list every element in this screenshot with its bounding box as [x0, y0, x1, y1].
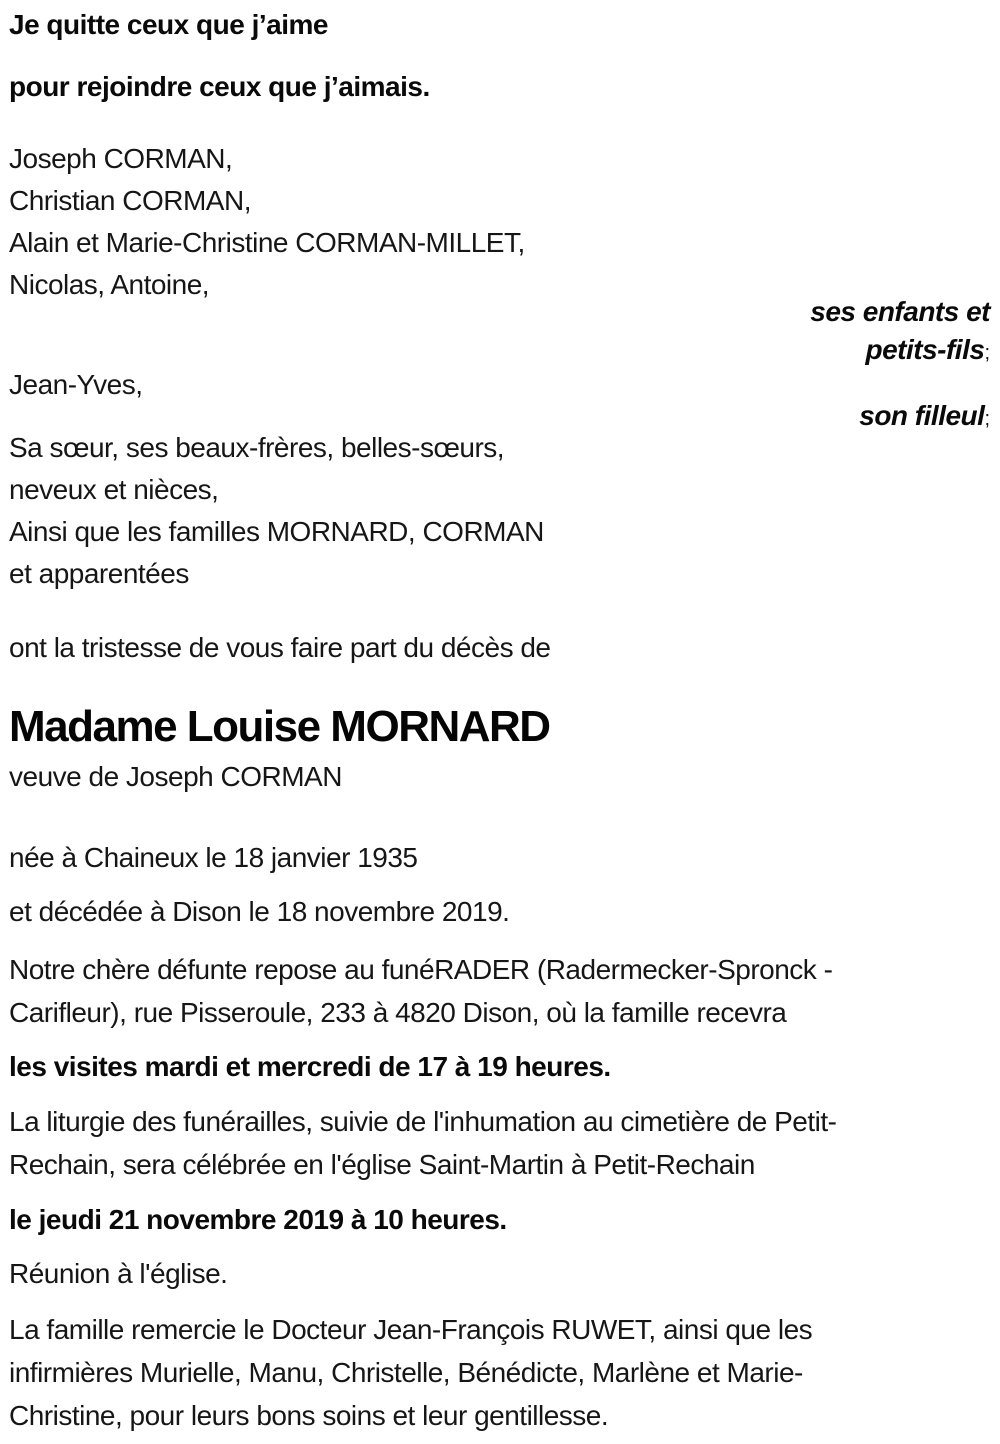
announcement-line: ont la tristesse de vous faire part du décès de [9, 632, 551, 663]
visits-line: les visites mardi et mercredi de 17 à 19 heures. [9, 1051, 611, 1082]
liturgy-paragraph: La liturgie des funérailles, suivie de l'inhumation au cimetière de Petit- Rechain, sera célébrée en l'église Saint-Martin à Petit-Rechain [9, 1106, 837, 1180]
relation-children-text: ses enfants et petits-fils [810, 296, 990, 365]
mourner-godson-name: Jean-Yves, [9, 369, 143, 400]
relation-godson-text: son filleul [859, 400, 985, 431]
epigraph-line-1: Je quitte ceux que j’aime [9, 9, 328, 40]
repose-paragraph: Notre chère défunte repose au funéRADER (Radermecker-Spronck - Carifleur), rue Pisseroule, 233 à 4820 Dison, où la famille recevra [9, 954, 833, 1028]
mourners-children-names: Joseph CORMAN, Christian CORMAN, Alain et Marie-Christine CORMAN-MILLET, Nicolas, Antoine, [9, 143, 525, 300]
deceased-name-title: Madame Louise MORNARD [9, 702, 550, 751]
relation-godson [859, 397, 990, 438]
mourners-family-names: Sa sœur, ses beaux-frères, belles-sœurs, neveux et nièces, Ainsi que les familles MORNARD, CORMAN et apparentées [9, 432, 544, 589]
death-line: et décédée à Dison le 18 novembre 2019. [9, 896, 510, 927]
epigraph-line-2: pour rejoindre ceux que j’aimais. [9, 71, 430, 102]
relation-godson-punctuation: ; [984, 408, 990, 430]
widow-line: veuve de Joseph CORMAN [9, 761, 342, 792]
relation-children [810, 293, 990, 372]
thanks-paragraph: La famille remercie le Docteur Jean-François RUWET, ainsi que les infirmières Murielle, Manu, Christelle, Bénédicte, Marlène et Marie- Christine, pour leurs bons soins et leur gentillesse. [9, 1314, 813, 1431]
funeral-datetime-line: le jeudi 21 novembre 2019 à 10 heures. [9, 1204, 507, 1235]
birth-line: née à Chaineux le 18 janvier 1935 [9, 842, 418, 873]
meeting-line: Réunion à l'église. [9, 1258, 228, 1289]
relation-children-punctuation: ; [984, 342, 990, 364]
